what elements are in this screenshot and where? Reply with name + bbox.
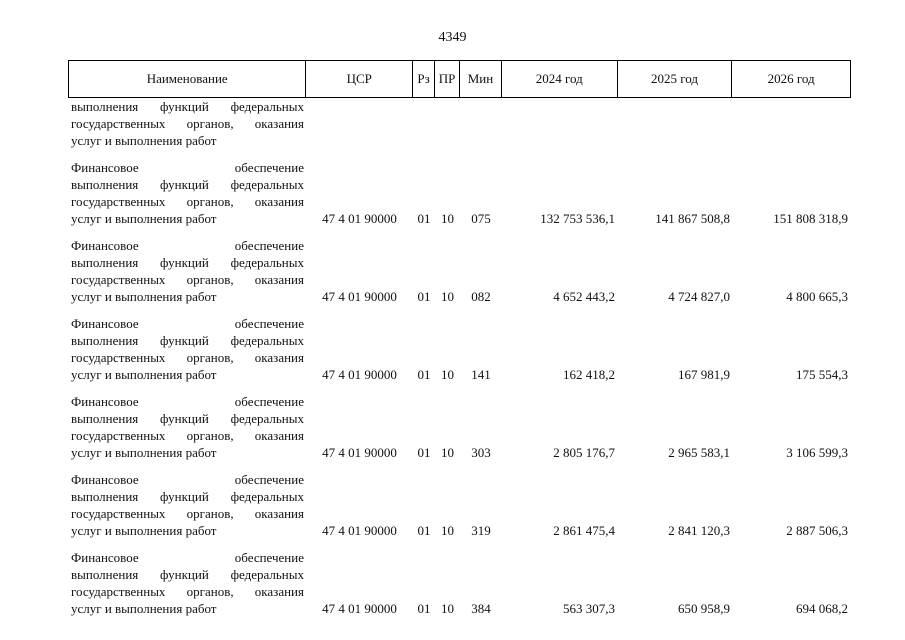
table-row xyxy=(68,471,851,539)
table-header xyxy=(68,60,851,98)
row-csr: 47 4 01 90000 xyxy=(322,445,397,460)
row-min: 303 xyxy=(471,445,491,460)
row-pr: 10 xyxy=(441,211,454,226)
continuation-row xyxy=(68,98,851,149)
row-csr: 47 4 01 90000 xyxy=(322,211,397,226)
row-pr: 10 xyxy=(441,445,454,460)
name-line: государственных органов, оказания xyxy=(71,116,304,131)
name-line: Финансовое обеспечение xyxy=(71,550,304,565)
row-2025: 650 958,9 xyxy=(678,601,730,616)
row-2025: 167 981,9 xyxy=(678,367,730,382)
row-pr: 10 xyxy=(441,289,454,304)
row-min: 082 xyxy=(471,289,491,304)
row-rz: 01 xyxy=(417,601,431,616)
row-pr: 10 xyxy=(441,523,454,538)
name-line: Финансовое обеспечение xyxy=(71,394,304,409)
row-2024: 563 307,3 xyxy=(563,601,615,616)
name-line: выполнения функций федеральных xyxy=(71,489,304,504)
row-2026: 4 800 665,3 xyxy=(786,289,848,304)
name-line: услуг и выполнения работ xyxy=(71,601,217,616)
row-pr: 10 xyxy=(441,601,454,616)
page-number: 4349 xyxy=(438,30,467,45)
row-2024: 4 652 443,2 xyxy=(553,289,615,304)
continuation-name xyxy=(68,98,306,149)
row-name xyxy=(68,315,306,383)
table-row xyxy=(68,315,851,383)
table-row xyxy=(68,549,851,617)
name-line: государственных органов, оказания xyxy=(71,584,304,599)
name-line: Финансовое обеспечение xyxy=(71,472,304,487)
name-line: услуг и выполнения работ xyxy=(71,211,217,226)
header-min: Мин xyxy=(460,61,502,97)
name-line: государственных органов, оказания xyxy=(71,272,304,287)
name-line: услуг и выполнения работ xyxy=(71,523,217,538)
header-pr: ПР xyxy=(435,61,460,97)
row-2026: 2 887 506,3 xyxy=(786,523,848,538)
row-csr: 47 4 01 90000 xyxy=(322,289,397,304)
row-2025: 2 965 583,1 xyxy=(668,445,730,460)
row-2026: 151 808 318,9 xyxy=(773,211,848,226)
name-line: выполнения функций федеральных xyxy=(71,177,304,192)
row-2026: 3 106 599,3 xyxy=(786,445,848,460)
name-line: выполнения функций федеральных xyxy=(71,411,304,426)
row-2026: 694 068,2 xyxy=(796,601,848,616)
row-2024: 132 753 536,1 xyxy=(540,211,615,226)
row-rz: 01 xyxy=(417,367,431,382)
header-2024: 2024 год xyxy=(502,61,618,97)
row-rz: 01 xyxy=(417,523,431,538)
table-row xyxy=(68,159,851,227)
row-min: 319 xyxy=(471,523,491,538)
row-min: 075 xyxy=(471,211,491,226)
name-line: услуг и выполнения работ xyxy=(71,367,217,382)
name-line: государственных органов, оказания xyxy=(71,350,304,365)
name-line: выполнения функций федеральных xyxy=(71,567,304,582)
name-line: услуг и выполнения работ xyxy=(71,289,217,304)
name-line: услуг и выполнения работ xyxy=(71,445,217,460)
row-name xyxy=(68,393,306,461)
row-2025: 2 841 120,3 xyxy=(668,523,730,538)
row-name xyxy=(68,237,306,305)
row-rz: 01 xyxy=(417,289,431,304)
table-row xyxy=(68,393,851,461)
row-2025: 141 867 508,8 xyxy=(655,211,730,226)
row-2024: 2 861 475,4 xyxy=(553,523,615,538)
row-name xyxy=(68,159,306,227)
header-csr: ЦСР xyxy=(306,61,413,97)
table-row xyxy=(68,237,851,305)
row-min: 384 xyxy=(471,601,491,616)
row-pr: 10 xyxy=(441,367,454,382)
name-line: выполнения функций федеральных xyxy=(71,333,304,348)
header-2026: 2026 год xyxy=(767,71,815,86)
row-2024: 162 418,2 xyxy=(563,367,615,382)
row-csr: 47 4 01 90000 xyxy=(322,367,397,382)
row-csr: 47 4 01 90000 xyxy=(322,523,397,538)
name-line: Финансовое обеспечение xyxy=(71,316,304,331)
row-name xyxy=(68,471,306,539)
header-2025: 2025 год xyxy=(618,61,733,97)
name-line: государственных органов, оказания xyxy=(71,194,304,209)
header-name: Наименование xyxy=(69,61,306,97)
name-line: выполнения функций федеральных xyxy=(71,99,304,114)
row-csr: 47 4 01 90000 xyxy=(322,601,397,616)
table-body xyxy=(68,98,851,627)
name-line: услуг и выполнения работ xyxy=(71,133,217,148)
row-rz: 01 xyxy=(417,211,431,226)
row-2026: 175 554,3 xyxy=(796,367,848,382)
row-rz: 01 xyxy=(417,445,431,460)
header-rz: Рз xyxy=(413,61,435,97)
row-2025: 4 724 827,0 xyxy=(668,289,730,304)
row-min: 141 xyxy=(471,367,491,382)
row-2024: 2 805 176,7 xyxy=(553,445,615,460)
name-line: государственных органов, оказания xyxy=(71,428,304,443)
row-name xyxy=(68,549,306,617)
name-line: Финансовое обеспечение xyxy=(71,238,304,253)
name-line: государственных органов, оказания xyxy=(71,506,304,521)
name-line: выполнения функций федеральных xyxy=(71,255,304,270)
name-line: Финансовое обеспечение xyxy=(71,160,304,175)
